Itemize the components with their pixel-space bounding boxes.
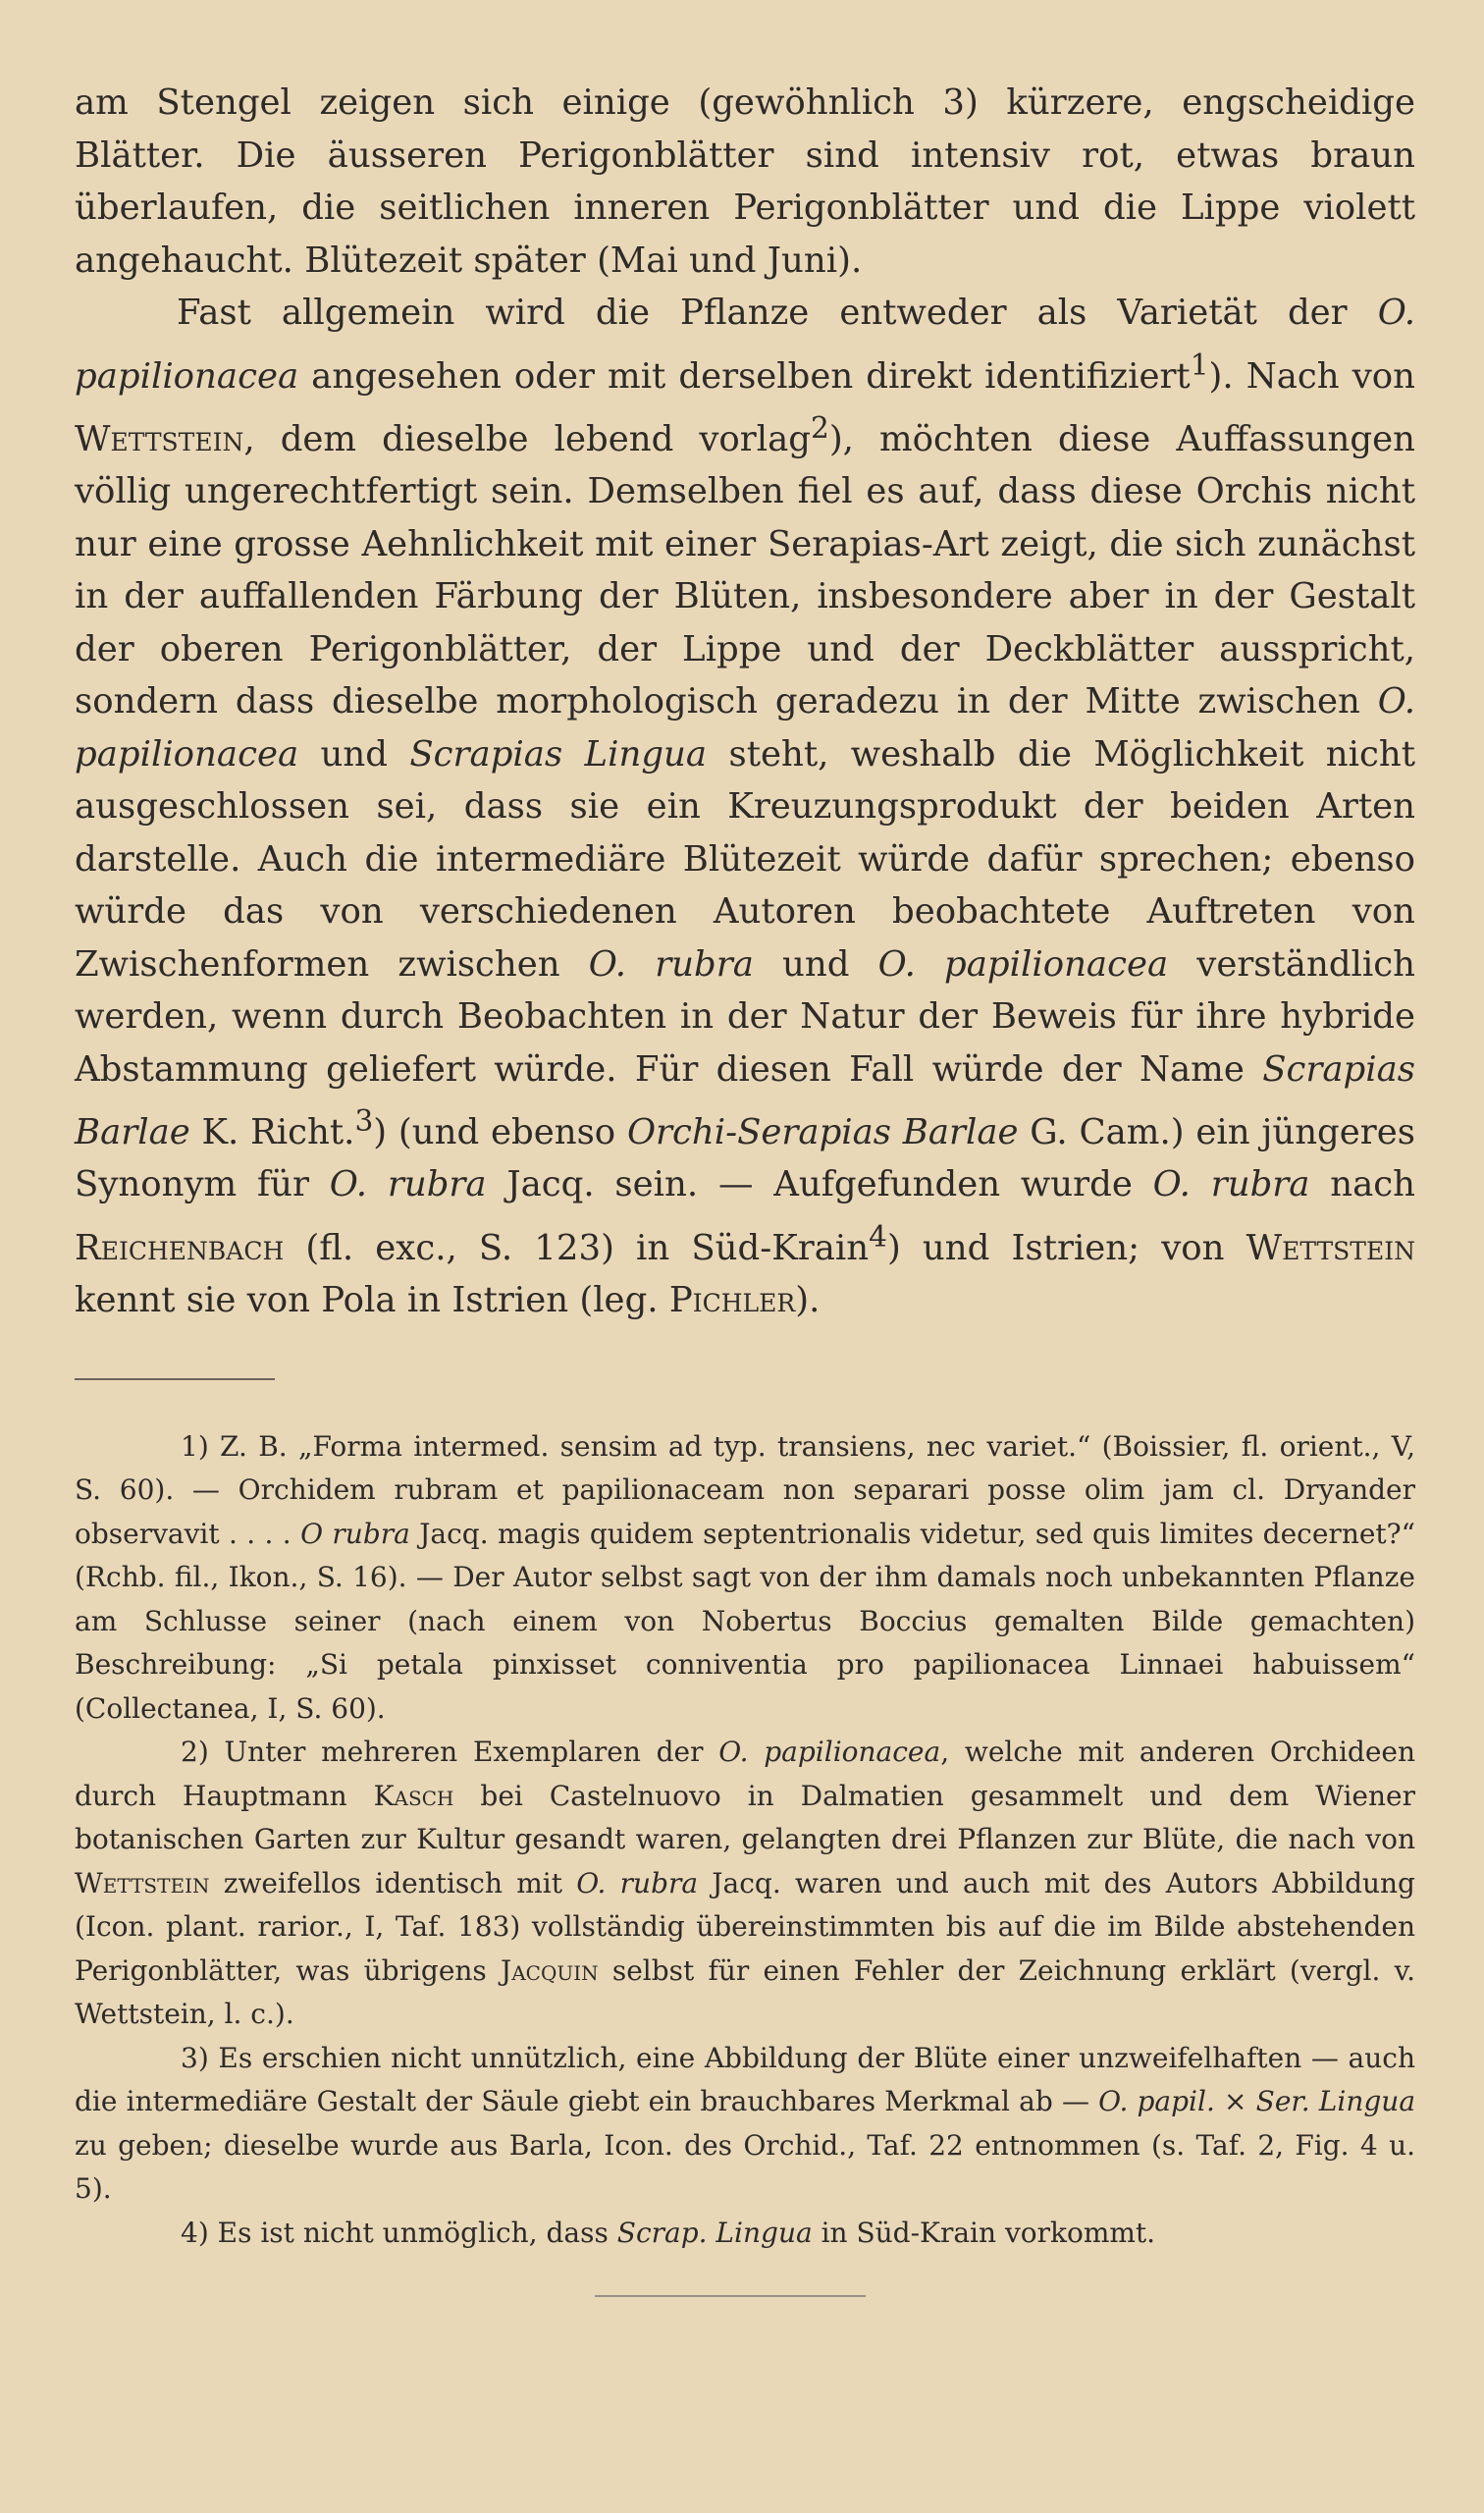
- footnotes: [75, 1425, 1415, 2256]
- text-run: (fl. exc., S. 123) in Süd-Krain: [284, 1227, 870, 1268]
- text-run: Jacq. sein. — Aufgefunden wurde: [486, 1164, 1153, 1205]
- footnote-ref-1: 1: [1190, 348, 1209, 382]
- text-run: am Stengel zeigen sich einige (gewöhnlich 3) kürzere, engscheidige Blätter. Die äusseren Perigonblätter sind intensiv rot, etwas braun überlaufen, die seitlichen inneren Perigonblätter und die Lippe violett angehaucht. Blütezeit später (Mai und Juni).: [75, 82, 1415, 281]
- taxon-name: O. papil.: [1098, 2085, 1215, 2118]
- footnote-divider: [75, 1378, 275, 1380]
- footnote-ref-3: 3: [354, 1104, 374, 1139]
- author-name: Wettstein: [1246, 1227, 1415, 1268]
- text-run: ). Nach von: [1208, 355, 1415, 397]
- taxon-name: O. papilionacea: [75, 681, 1415, 775]
- taxon-name: O. rubra: [588, 943, 754, 985]
- author-name: Reichenbach: [75, 1227, 285, 1268]
- footnote-1: [75, 1425, 1415, 1732]
- taxon-name: O. papilionacea: [877, 943, 1169, 985]
- text-run: Fast allgemein wird die Pflanze entweder als Varietät der: [177, 293, 1378, 333]
- taxon-name: Scrap. Lingua: [616, 2216, 813, 2249]
- taxon-name: O. rubra: [1152, 1164, 1310, 1205]
- taxon-name: Scrapias Barlae: [75, 1048, 1415, 1152]
- author-name: Wettstein: [75, 418, 244, 459]
- text-run: Jacq. waren und auch mit des Autors Abbildung (Icon. plant. rarior., I, Taf. 183) vollständig übereinstimmten bis auf die im Bilde abstehenden Perigonblätter, was übrigens: [75, 1866, 1415, 1987]
- text-run: ) und Istrien; von: [886, 1227, 1246, 1268]
- footnote-ref-4: 4: [869, 1219, 887, 1254]
- text-run: 4) Es ist nicht unmöglich, dass: [181, 2216, 617, 2249]
- paragraph-1: [75, 77, 1415, 287]
- footnote-4: [75, 2212, 1415, 2256]
- text-run: selbst für einen Fehler der Zeichnung erklärt (vergl. v. Wettstein, l. c.).: [75, 1953, 1415, 2031]
- hybrid-sign: ×: [1214, 2085, 1256, 2118]
- text-run: ), möchten diese Auffassungen völlig ungerechtfertigt sein. Demselben fiel es auf, dass diese Orchis nicht nur eine grosse Aehnlichkeit mit einer Serapias-Art zeigt, die sich zunächst in der auffallenden Färbung der Blüten, insbesondere aber in der Gestalt der oberen Perigonblätter, der Lippe und der Deckblätter ausspricht, sondern dass dieselbe morphologisch geradezu in der Mitte zwischen: [75, 418, 1416, 722]
- author-name: Pichler: [668, 1280, 796, 1321]
- taxon-name: Orchi-Serapias Barlae: [626, 1111, 1019, 1152]
- footnote-2: [75, 1731, 1415, 2037]
- text-run: Jacq. magis quidem septentrionalis videtur, sed quis limites decernet?“ (Rchb. fil., Ikon., S. 16). — Der Autor selbst sagt von der ihm damals noch unbekannten Pflanze am Schlusse seiner (nach einem von Nobertus Boccius gemalten Bilde gemachten) Beschreibung: „Si petala pinxisset conniventia pro papilionacea Linnaei habuissem“ (Collectanea, I, S. 60).: [75, 1517, 1415, 1725]
- text-run: 2) Unter mehreren Exemplaren der: [181, 1736, 719, 1769]
- text-run: K. Richt.: [189, 1111, 355, 1152]
- text-run: und: [298, 733, 410, 775]
- author-name: Jacquin: [501, 1953, 599, 1987]
- text-run: in Süd-Krain vorkommt.: [812, 2216, 1156, 2249]
- taxon-name: Scrapias Lingua: [409, 733, 708, 775]
- author-name: Wettstein: [75, 1866, 210, 1899]
- taxon-name: O. papilionacea: [718, 1736, 941, 1769]
- person-name: Kasch: [373, 1779, 454, 1812]
- text-run: , dem dieselbe lebend vorlag: [243, 418, 811, 459]
- text-run: zu geben; dieselbe wurde aus Barla, Icon. des Orchid., Taf. 22 entnommen (s. Taf. 2, Fig. 4 u. 5).: [75, 2128, 1415, 2206]
- taxon-name: O. rubra: [576, 1866, 699, 1899]
- text-run: zweifellos identisch mit: [209, 1866, 577, 1899]
- text-run: , welche mit anderen Orchideen durch Hauptmann: [75, 1736, 1416, 1812]
- text-run: und: [753, 943, 878, 985]
- text-run: G. Cam.) ein jüngeres Synonym für: [75, 1111, 1415, 1205]
- main-text: [75, 77, 1415, 1327]
- text-run: kennt sie von Pola in Istrien (leg.: [75, 1280, 669, 1321]
- text-run: ).: [795, 1280, 821, 1321]
- taxon-name: Ser. Lingua: [1255, 2085, 1416, 2118]
- text-run: verständlich werden, wenn durch Beobachten in der Natur der Beweis für ihre hybride Abstammung geliefert würde. Für diesen Fall würde der Name: [75, 943, 1415, 1090]
- footnote-3: [75, 2037, 1415, 2212]
- taxon-name: O rubra: [300, 1517, 410, 1550]
- text-run: nach: [1309, 1164, 1416, 1205]
- text-run: 3) Es erschien nicht unnützlich, eine Abbildung der Blüte einer unzweifelhaften — auch die intermediäre Gestalt der Säule giebt ein brauchbares Merkmal ab —: [75, 2041, 1415, 2118]
- taxon-name: O. rubra: [329, 1164, 487, 1205]
- end-divider: [595, 2295, 866, 2297]
- text-run: bei Castelnuovo in Dalmatien gesammelt und dem Wiener botanischen Garten zur Kultur gesandt waren, gelangten drei Pflanzen zur Blüte, die nach von: [75, 1779, 1415, 1856]
- taxon-name: O. papilionacea: [75, 293, 1415, 397]
- footnote-ref-2: 2: [811, 410, 829, 445]
- text-run: angesehen oder mit derselben direkt identifiziert: [298, 355, 1191, 397]
- text-run: steht, weshalb die Möglichkeit nicht ausgeschlossen sei, dass sie ein Kreuzungsprodukt der beiden Arten darstelle. Auch die intermediäre Blütezeit würde dafür sprechen; ebenso würde das von verschiedenen Autoren beobachtete Auftreten von Zwischenformen zwischen: [75, 733, 1415, 985]
- text-run: ) (und ebenso: [373, 1111, 627, 1152]
- text-run: 1) Z. B. „Forma intermed. sensim ad typ. transiens, nec variet.“ (Boissier, fl. orient., V, S. 60). — Orchidem rubram et papilionaceam non separari posse olim jam cl. Dryander observavit . . . .: [75, 1429, 1415, 1550]
- paragraph-2: [75, 287, 1415, 1327]
